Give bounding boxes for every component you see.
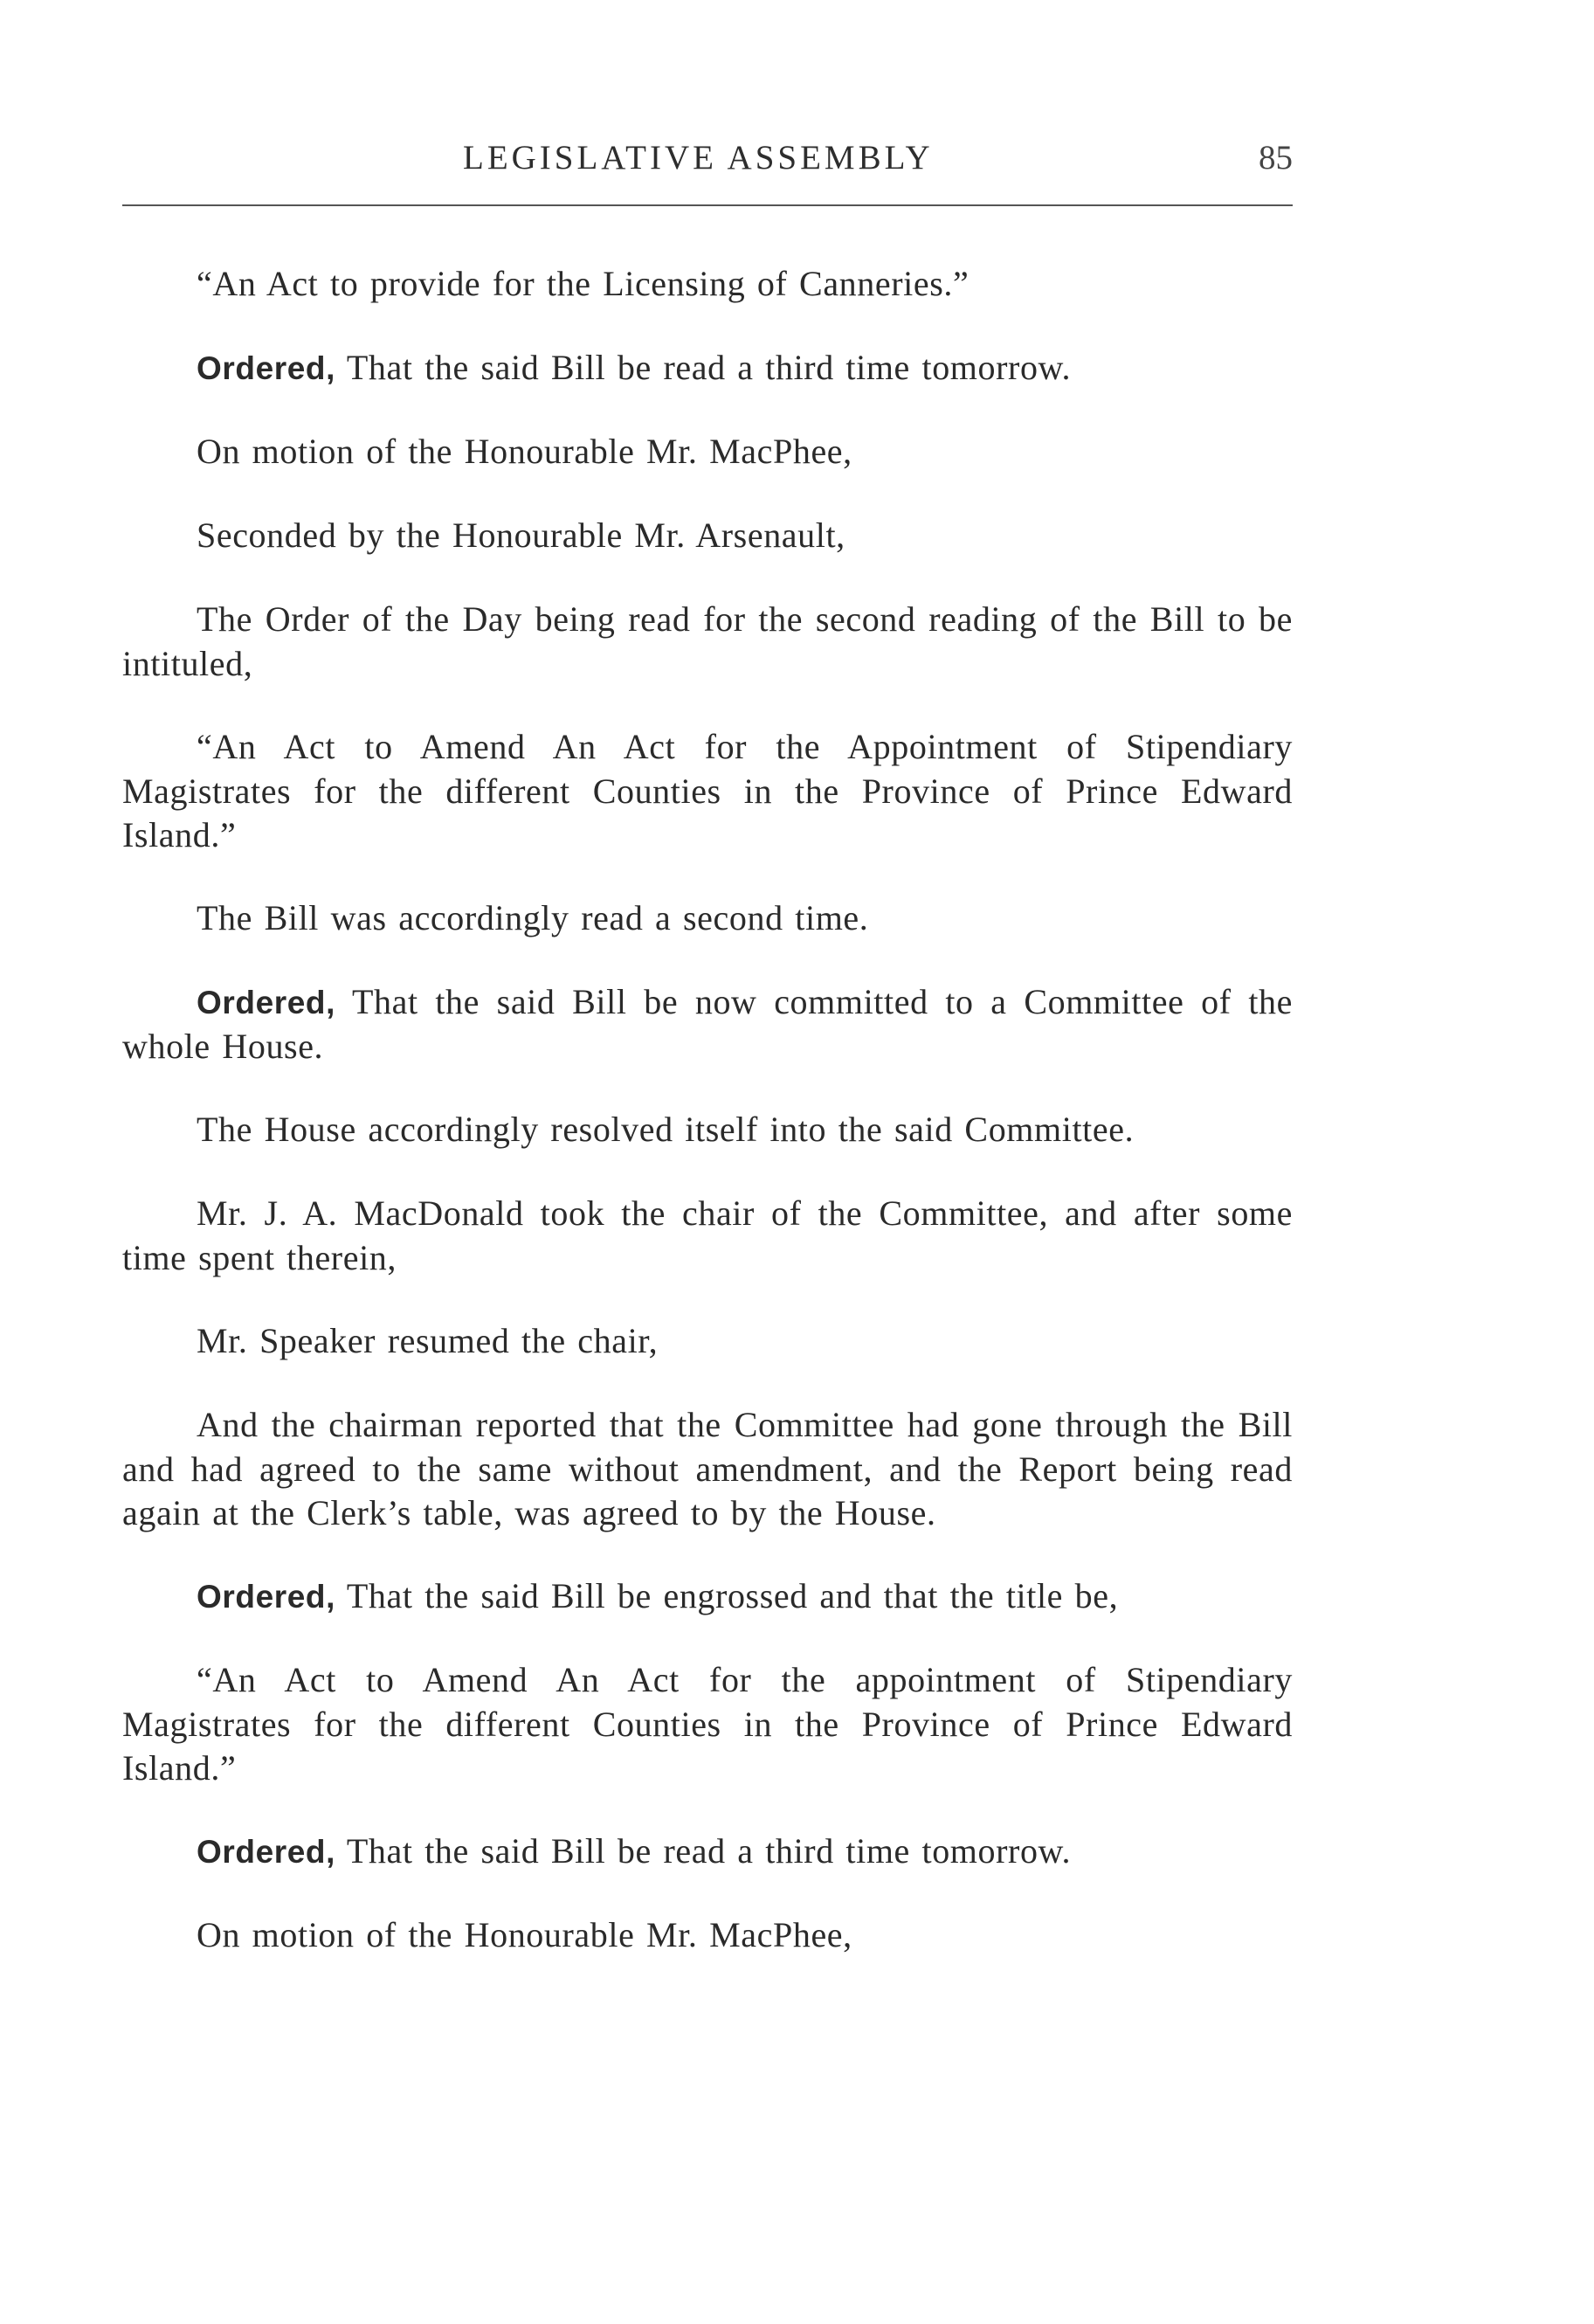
paragraph <box>122 346 1293 391</box>
paragraph <box>122 896 1293 941</box>
paragraph-text: On motion of the Honourable Mr. MacPhee, <box>197 432 852 471</box>
header-title: LEGISLATIVE ASSEMBLY <box>463 139 934 176</box>
paragraph <box>122 1319 1293 1364</box>
paragraph <box>122 262 1293 307</box>
paragraph <box>122 514 1293 558</box>
page-number: 85 <box>1259 139 1293 176</box>
paragraph <box>122 1913 1293 1958</box>
paragraph-text: That the said Bill be now committed to a Committee of the whole House. <box>122 982 1293 1066</box>
paragraph <box>122 980 1293 1069</box>
paragraph <box>122 1108 1293 1152</box>
paragraph-text: The Order of the Day being read for the second reading of the Bill to be intituled, <box>122 599 1293 683</box>
document-body <box>122 262 1293 1997</box>
paragraph <box>122 430 1293 474</box>
paragraph-text: That the said Bill be engrossed and that the title be, <box>335 1576 1119 1615</box>
header-rule <box>122 204 1293 206</box>
paragraph-text: And the chairman reported that the Committee had gone through the Bill and had agreed to the same without amendment, and the Report being read again at the Clerk’s table, was agreed to by the House. <box>122 1405 1293 1532</box>
paragraph-text: Seconded by the Honourable Mr. Arsenault, <box>197 515 845 555</box>
paragraph <box>122 1658 1293 1790</box>
paragraph <box>122 725 1293 857</box>
paragraph-text: “An Act to Amend An Act for the appointment of Stipendiary Magistrates for the different Counties in the Province of Prince Edward Island.” <box>122 1660 1293 1788</box>
paragraph-text: “An Act to Amend An Act for the Appointment of Stipendiary Magistrates for the different Counties in the Province of Prince Edward Island.” <box>122 727 1293 854</box>
paragraph-text: The Bill was accordingly read a second time. <box>197 898 869 937</box>
paragraph <box>122 1829 1293 1874</box>
paragraph-text: Mr. Speaker resumed the chair, <box>197 1321 659 1360</box>
running-header <box>122 138 1293 190</box>
ordered-label: Ordered, <box>197 350 336 386</box>
paragraph-text: Mr. J. A. MacDonald took the chair of the Committee, and after some time spent therein, <box>122 1193 1293 1277</box>
paragraph <box>122 1192 1293 1280</box>
paragraph-text: That the said Bill be read a third time tomorrow. <box>335 348 1072 387</box>
paragraph-text: The House accordingly resolved itself into the said Committee. <box>197 1110 1135 1149</box>
paragraph-text: That the said Bill be read a third time tomorrow. <box>335 1831 1072 1871</box>
paragraph <box>122 1403 1293 1535</box>
paragraph-text: “An Act to provide for the Licensing of Canneries.” <box>197 264 970 303</box>
ordered-label: Ordered, <box>197 1579 336 1615</box>
paragraph-text: On motion of the Honourable Mr. MacPhee, <box>197 1915 852 1954</box>
ordered-label: Ordered, <box>197 1834 336 1870</box>
paragraph <box>122 598 1293 686</box>
paragraph <box>122 1574 1293 1619</box>
ordered-label: Ordered, <box>197 985 336 1020</box>
